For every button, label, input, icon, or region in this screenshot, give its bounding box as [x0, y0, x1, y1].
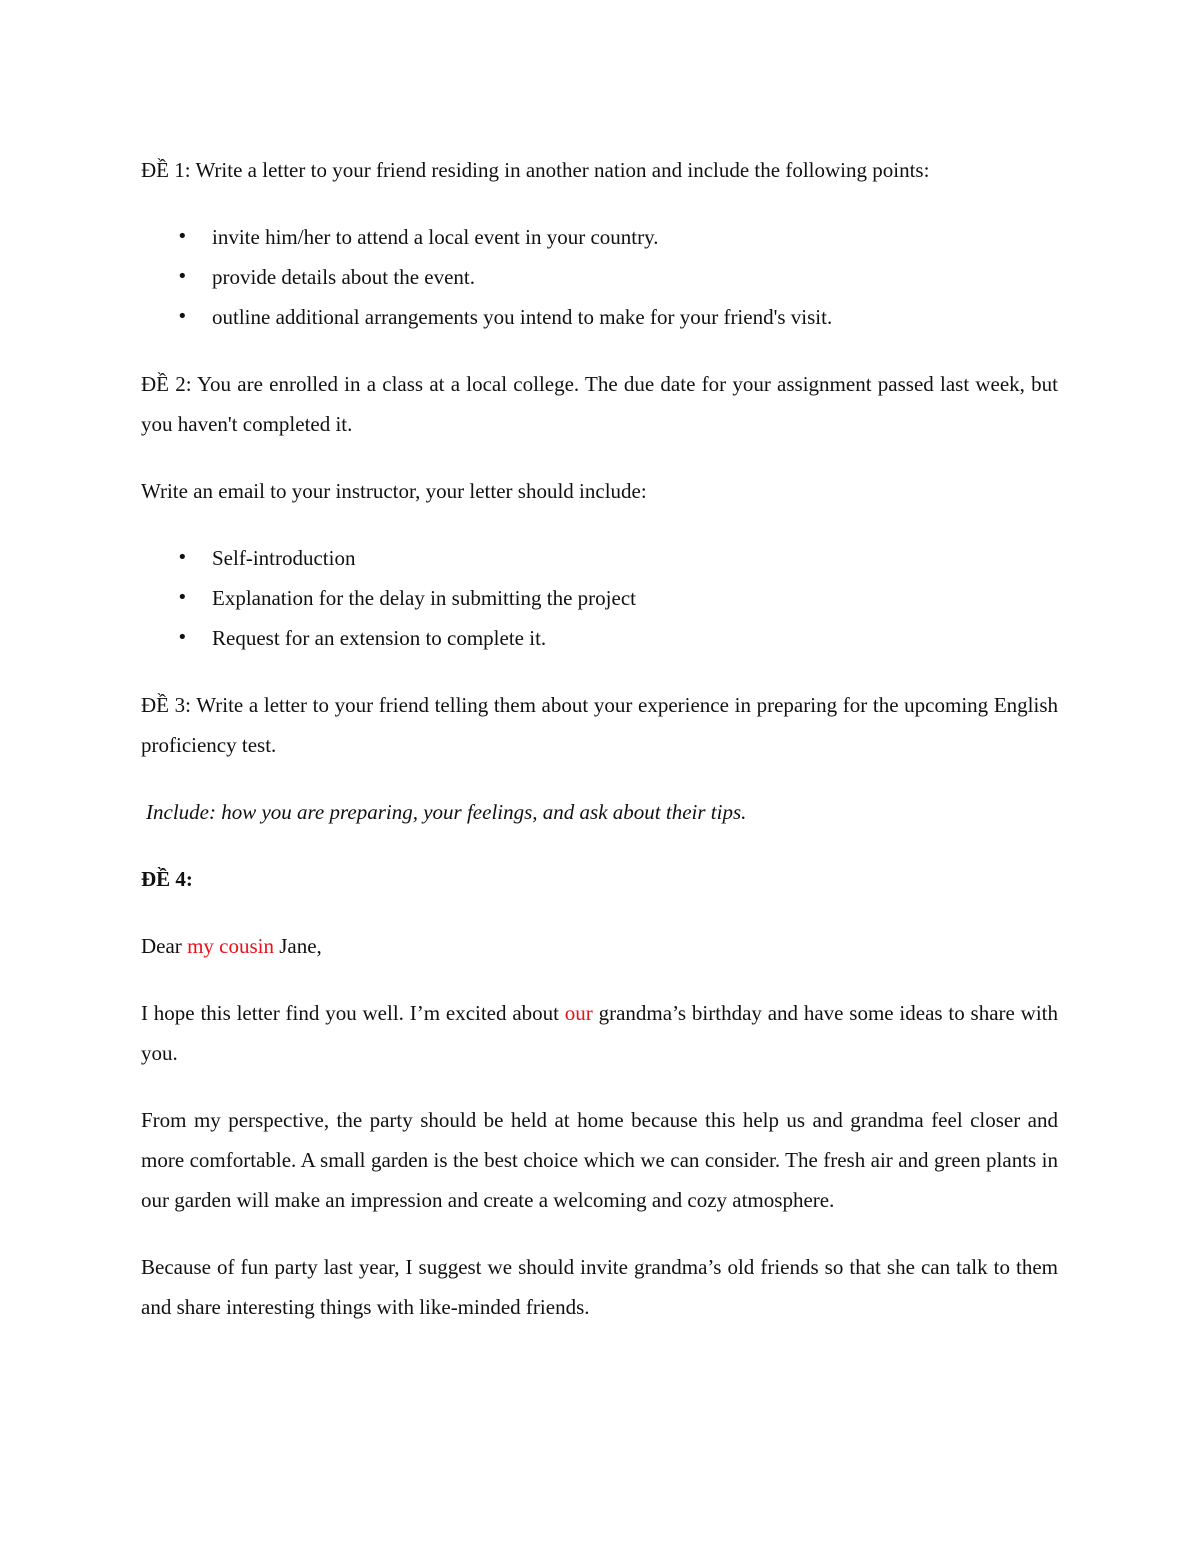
document-body — [141, 150, 1058, 1354]
list-item: • provide details about the event. — [212, 257, 1058, 297]
task-1-heading: ĐỀ 1: Write a letter to your friend residing in another nation and include the following points: — [141, 158, 930, 182]
paragraph-text: grandma’s birthday and have some ideas to share with you. — [141, 1001, 1059, 1065]
salutation-name: Jane, — [273, 934, 322, 958]
salutation-highlight: my cousin — [187, 934, 274, 958]
task-2-points — [141, 538, 1058, 658]
list-item: • Self-introduction — [212, 538, 1058, 578]
letter-paragraph-2: From my perspective, the party should be held at home because this help us and grandma feel closer and more comfortable. A small garden is the best choice which we can consider. The fresh air and green plants in our garden will make an impression and create a welcoming and cozy atmosphere. — [141, 1108, 1058, 1212]
letter-paragraph-3: Because of fun party last year, I suggest we should invite grandma’s old friends so that she can talk to them and share interesting things with like-minded friends. — [141, 1255, 1058, 1319]
task-1-points — [141, 217, 1058, 337]
task-2-heading: ĐỀ 2: You are enrolled in a class at a local college. The due date for your assignment passed last week, but you haven't completed it. — [141, 372, 1058, 436]
task-3-include: Include: how you are preparing, your feelings, and ask about their tips. — [146, 800, 747, 824]
salutation-text: Dear — [141, 934, 188, 958]
list-item: • invite him/her to attend a local event in your country. — [212, 217, 1058, 257]
paragraph-text: I hope this letter find you well. I’m excited about — [141, 1001, 565, 1025]
task-2-instruction: Write an email to your instructor, your letter should include: — [141, 479, 647, 503]
task-4-heading: ĐỀ 4: — [141, 867, 193, 891]
task-3-heading: ĐỀ 3: Write a letter to your friend telling them about your experience in preparing for the upcoming English proficiency test. — [141, 693, 1058, 757]
letter-salutation — [141, 926, 1058, 966]
list-item: • Explanation for the delay in submitting the project — [212, 578, 1058, 618]
list-item: • outline additional arrangements you intend to make for your friend's visit. — [212, 297, 1058, 337]
paragraph-highlight: our — [564, 1001, 593, 1025]
letter-paragraph-1 — [141, 993, 1058, 1073]
list-item: • Request for an extension to complete it. — [212, 618, 1058, 658]
